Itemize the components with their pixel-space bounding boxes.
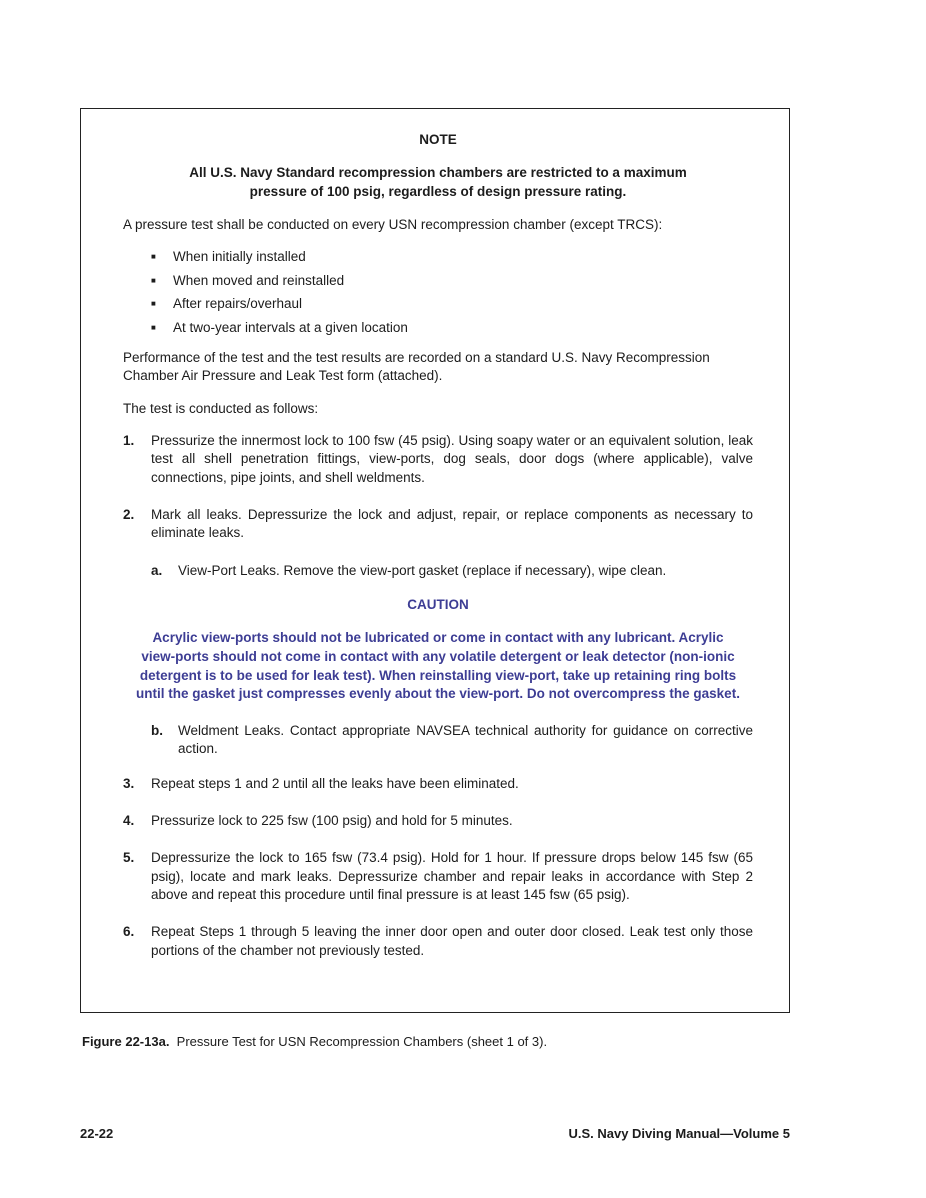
substep-text: View-Port Leaks. Remove the view-port gasket (replace if necessary), wipe clean. bbox=[178, 562, 667, 578]
step-item-1 bbox=[123, 432, 753, 487]
step-text: Pressurize lock to 225 fsw (100 psig) and hold for 5 minutes. bbox=[151, 813, 513, 829]
step-number: 4. bbox=[123, 813, 135, 829]
footer-page-number: 22-22 bbox=[80, 1126, 114, 1141]
bullet-text: When initially installed bbox=[173, 249, 306, 265]
step-number: 6. bbox=[123, 924, 135, 940]
bullet-text: When moved and reinstalled bbox=[173, 272, 345, 288]
caution-heading: CAUTION bbox=[407, 597, 469, 613]
step-text: Repeat steps 1 and 2 until all the leaks have been eliminated. bbox=[151, 775, 519, 791]
records-paragraph: Performance of the test and the test results are recorded on a standard U.S. Navy Recompression Chamber Air Pressure and Leak Test form (attached). bbox=[123, 349, 710, 384]
footer-manual-title: U.S. Navy Diving Manual—Volume 5 bbox=[568, 1126, 790, 1141]
substep-text: Weldment Leaks. Contact appropriate NAVSEA technical authority for guidance on corrective action. bbox=[178, 722, 753, 757]
step-number: 3. bbox=[123, 775, 135, 791]
step-text: Repeat Steps 1 through 5 leaving the inner door open and outer door closed. Leak test only those portions of the chamber not previously tested. bbox=[151, 924, 753, 958]
substep-b bbox=[151, 722, 753, 759]
bullet-item bbox=[151, 272, 753, 290]
step-text: Pressurize the innermost lock to 100 fsw (45 psig). Using soapy water or an equivalent solution, leak test all shell penetration fittings, view-ports, dog seals, door dogs (where applicable), valve connections, pipe joints, and shell weldments. bbox=[151, 432, 753, 485]
bullet-text: After repairs/overhaul bbox=[173, 296, 303, 312]
note-heading: NOTE bbox=[419, 132, 457, 147]
step-number: 5. bbox=[123, 850, 135, 866]
bullet-item bbox=[151, 248, 753, 266]
conducted-paragraph: The test is conducted as follows: bbox=[123, 400, 319, 416]
step-text: Depressurize the lock to 165 fsw (73.4 psig). Hold for 1 hour. If pressure drops below 145 fsw (65 psig), locate and mark leaks. Depressurize chamber and repair leaks in accordance with Step 2 above and repeat this procedure until final pressure is at least 145 fsw (65 psig). bbox=[151, 850, 753, 903]
step-number: 2. bbox=[123, 507, 135, 523]
square-bullet-icon: ■ bbox=[151, 275, 156, 285]
square-bullet-icon: ■ bbox=[151, 299, 156, 309]
step-text: Mark all leaks. Depressurize the lock and adjust, repair, or replace components as necessary to eliminate leaks. bbox=[151, 507, 753, 541]
note-restriction: All U.S. Navy Standard recompression chambers are restricted to a maximum pressure of 100 psig, regardless of design pressure rating. bbox=[189, 165, 687, 199]
substep-label: a. bbox=[151, 562, 163, 578]
step-number: 1. bbox=[123, 432, 135, 448]
step-item-2 bbox=[123, 506, 753, 543]
page-footer bbox=[80, 1125, 790, 1143]
caption-label: Figure 22-13a. bbox=[82, 1034, 170, 1049]
bullet-item bbox=[151, 319, 753, 337]
substep-label: b. bbox=[151, 722, 163, 738]
figure-caption bbox=[82, 1033, 792, 1051]
bullet-text: At two-year intervals at a given location bbox=[173, 319, 408, 335]
step-item-5 bbox=[123, 849, 753, 904]
bullet-list bbox=[151, 248, 753, 336]
bullet-item bbox=[151, 295, 753, 313]
step-item-4 bbox=[123, 812, 753, 830]
square-bullet-icon: ■ bbox=[151, 252, 156, 262]
substep-a bbox=[151, 562, 753, 580]
square-bullet-icon: ■ bbox=[151, 322, 156, 332]
caption-text: Pressure Test for USN Recompression Chambers (sheet 1 of 3). bbox=[176, 1034, 548, 1049]
intro-paragraph: A pressure test shall be conducted on every USN recompression chamber (except TRCS): bbox=[123, 217, 663, 233]
note-box bbox=[80, 108, 790, 1013]
caution-text: Acrylic view-ports should not be lubricated or come in contact with any lubricant. Acrylic view-ports should not come in contact with any volatile detergent or leak detector (non-ionic detergent is to be used for leak test). When reinstalling view-port, take up retaining ring bolts until the gasket just compresses evenly about the view-port. Do not overcompress the gasket. bbox=[136, 630, 740, 702]
step-item-6 bbox=[123, 923, 753, 960]
step-item-3 bbox=[123, 775, 753, 793]
